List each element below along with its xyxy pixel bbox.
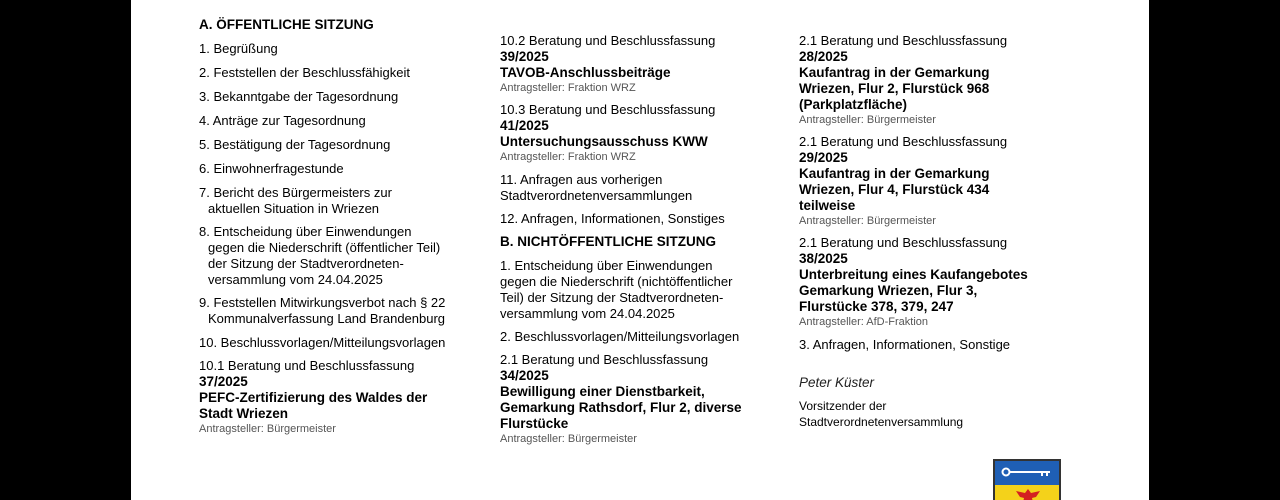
- agenda-page: [131, 0, 1149, 500]
- agenda-item-11-line: Stadtverordnetenversammlungen: [500, 188, 693, 203]
- signature-role: [799, 398, 1089, 430]
- agenda-item-10-1: [199, 358, 489, 436]
- item-applicant: Antragsteller: Fraktion WRZ: [500, 151, 636, 163]
- agenda-item-3: 3. Bekanntgabe der Tagesordnung: [199, 89, 399, 104]
- agenda-item-b1-line: 1. Entscheidung über Einwendungen: [500, 258, 713, 273]
- signature-name: Peter Küster: [799, 375, 875, 390]
- item-label: 10.1 Beratung und Beschlussfassung: [199, 358, 415, 373]
- agenda-item-4: 4. Anträge zur Tagesordnung: [199, 113, 366, 128]
- item-label: 2.1 Beratung und Beschlussfassung: [799, 134, 1008, 149]
- agenda-item-7-line: aktuellen Situation in Wriezen: [208, 201, 380, 216]
- section-heading-nonpublic: B. NICHTÖFFENTLICHE SITZUNG: [500, 234, 716, 249]
- item-title: (Parkplatzfläche): [799, 97, 908, 112]
- agenda-item-7-line: 7. Bericht des Bürgermeisters zur: [199, 185, 392, 200]
- agenda-item-b2-1: [500, 352, 790, 446]
- item-number: 39/2025: [500, 49, 549, 64]
- item-title: Flurstücke 378, 379, 247: [799, 299, 954, 314]
- agenda-item-10: 10. Beschlussvorlagen/Mitteilungsvorlagen: [199, 335, 446, 350]
- item-title: Unterbreitung eines Kaufangebotes: [799, 267, 1028, 282]
- item-label: 10.3 Beratung und Beschlussfassung: [500, 102, 716, 117]
- item-number: 34/2025: [500, 368, 549, 383]
- agenda-item-8-line: versammlung vom 24.04.2025: [208, 272, 383, 287]
- item-title: TAVOB-Anschlussbeiträge: [500, 65, 671, 80]
- signature-role-line: Vorsitzender der: [799, 399, 887, 413]
- agenda-item-10-2: [500, 33, 790, 95]
- item-title: Flurstücke: [500, 416, 569, 431]
- item-title: Wriezen, Flur 4, Flurstück 434: [799, 182, 990, 197]
- item-title: Gemarkung Rathsdorf, Flur 2, diverse: [500, 400, 742, 415]
- item-title: Kaufantrag in der Gemarkung: [799, 65, 990, 80]
- agenda-item-8: [199, 224, 489, 288]
- agenda-column-3: [799, 0, 1089, 430]
- key-icon: [1001, 467, 1053, 477]
- agenda-item-b1-line: gegen die Niederschrift (nichtöffentlicher: [500, 274, 733, 289]
- agenda-item-b2: 2. Beschlussvorlagen/Mitteilungsvorlagen: [500, 329, 740, 344]
- item-label: 2.1 Beratung und Beschlussfassung: [799, 235, 1008, 250]
- item-applicant: Antragsteller: AfD-Fraktion: [799, 316, 928, 328]
- item-title: Gemarkung Wriezen, Flur 3,: [799, 283, 978, 298]
- agenda-item-8-line: der Sitzung der Stadtverordneten-: [208, 256, 404, 271]
- item-applicant: Antragsteller: Fraktion WRZ: [500, 82, 636, 94]
- item-number: 37/2025: [199, 374, 248, 389]
- agenda-item-8-line: 8. Entscheidung über Einwendungen: [199, 224, 412, 239]
- signature-role-line: Stadtverordnetenversammlung: [799, 415, 964, 429]
- agenda-item-8-line: gegen die Niederschrift (öffentlicher Teil): [208, 240, 441, 255]
- item-title: teilweise: [799, 198, 856, 213]
- item-applicant: Antragsteller: Bürgermeister: [799, 114, 936, 126]
- agenda-item-9-line: Kommunalverfassung Land Brandenburg: [208, 311, 446, 326]
- item-label: 10.2 Beratung und Beschlussfassung: [500, 33, 716, 48]
- item-number: 29/2025: [799, 150, 848, 165]
- agenda-item-b1-line: versammlung vom 24.04.2025: [500, 306, 675, 321]
- coat-of-arms-logo: [993, 459, 1061, 500]
- agenda-column-2: [500, 0, 790, 446]
- item-number: 38/2025: [799, 251, 848, 266]
- item-applicant: Antragsteller: Bürgermeister: [199, 423, 336, 435]
- item-title: Stadt Wriezen: [199, 406, 289, 421]
- agenda-item-b1-line: Teil) der Sitzung der Stadtverordneten-: [500, 290, 724, 305]
- agenda-item-7: [199, 185, 489, 217]
- agenda-item-1: 1. Begrüßung: [199, 41, 278, 56]
- agenda-item-5: 5. Bestätigung der Tagesordnung: [199, 137, 391, 152]
- item-title: Kaufantrag in der Gemarkung: [799, 166, 990, 181]
- item-title: PEFC-Zertifizierung des Waldes der: [199, 390, 428, 405]
- agenda-item-b1: [500, 258, 790, 322]
- item-applicant: Antragsteller: Bürgermeister: [500, 433, 637, 445]
- item-applicant: Antragsteller: Bürgermeister: [799, 215, 936, 227]
- agenda-item-2: 2. Feststellen der Beschlussfähigkeit: [199, 65, 410, 80]
- item-label: 2.1 Beratung und Beschlussfassung: [799, 33, 1008, 48]
- agenda-item-3-nonpublic: 3. Anfragen, Informationen, Sonstige: [799, 337, 1011, 352]
- agenda-item-12: 12. Anfragen, Informationen, Sonstiges: [500, 211, 725, 226]
- agenda-item-10-3: [500, 102, 790, 164]
- eagle-icon: [1014, 487, 1042, 500]
- agenda-item-38-2025: [799, 235, 1089, 329]
- agenda-item-9: [199, 295, 489, 327]
- agenda-item-9-line: 9. Feststellen Mitwirkungsverbot nach § 22: [199, 295, 446, 310]
- item-title: Bewilligung einer Dienstbarkeit,: [500, 384, 705, 399]
- item-number: 28/2025: [799, 49, 848, 64]
- agenda-item-6: 6. Einwohnerfragestunde: [199, 161, 344, 176]
- agenda-item-11-line: 11. Anfragen aus vorherigen: [500, 172, 663, 187]
- item-number: 41/2025: [500, 118, 549, 133]
- agenda-item-11: [500, 172, 790, 204]
- agenda-item-29-2025: [799, 134, 1089, 228]
- section-heading-public: A. ÖFFENTLICHE SITZUNG: [199, 17, 374, 32]
- item-title: Wriezen, Flur 2, Flurstück 968: [799, 81, 990, 96]
- agenda-column-1: [199, 0, 489, 436]
- item-title: Untersuchungsausschuss KWW: [500, 134, 708, 149]
- agenda-item-28-2025: [799, 33, 1089, 127]
- item-label: 2.1 Beratung und Beschlussfassung: [500, 352, 709, 367]
